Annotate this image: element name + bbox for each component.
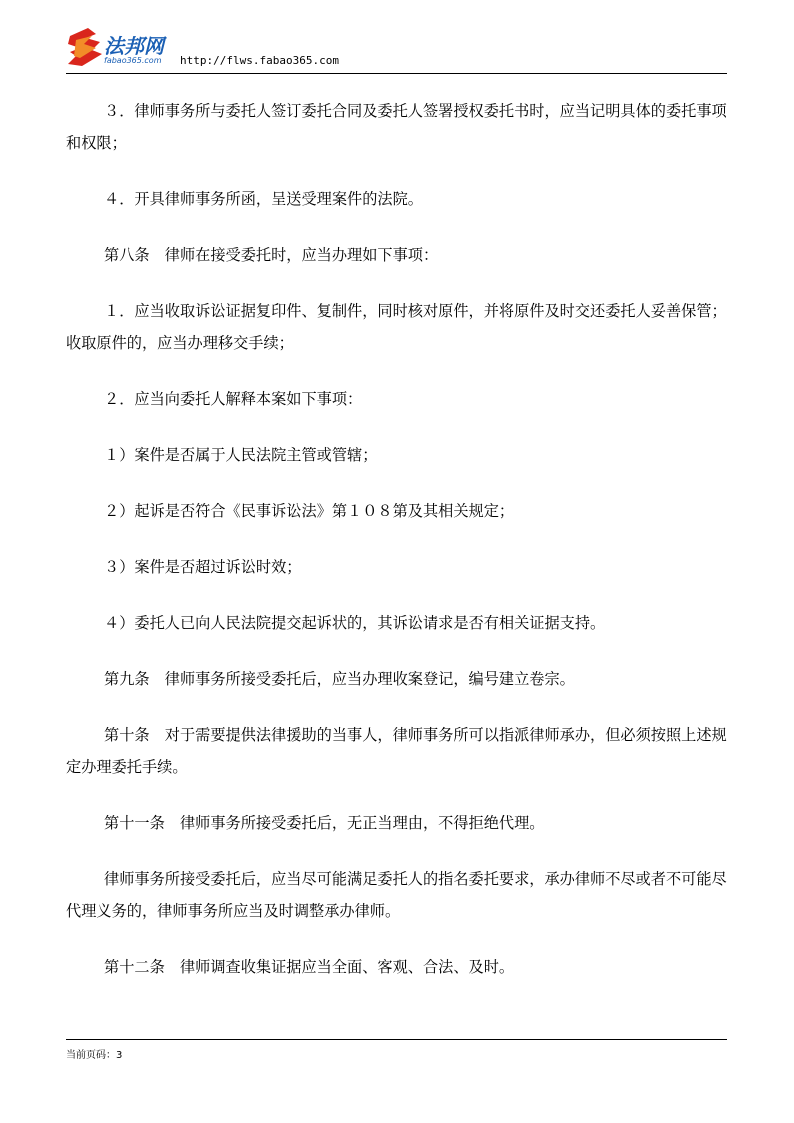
logo-emblem-icon — [66, 26, 106, 70]
paragraph: 第十条 对于需要提供法律援助的当事人，律师事务所可以指派律师承办，但必须按照上述规定办理委托手续。 — [66, 726, 727, 776]
page-header — [66, 24, 727, 74]
paragraph: 第十二条 律师调查收集证据应当全面、客观、合法、及时。 — [104, 958, 515, 976]
footer-divider — [66, 1039, 727, 1040]
paragraph: 律师事务所接受委托后，应当尽可能满足委托人的指名委托要求，承办律师不尽或者不可能尽代理义务的，律师事务所应当及时调整承办律师。 — [66, 870, 727, 920]
paragraph: 第八条 律师在接受委托时，应当办理如下事项： — [104, 246, 439, 264]
site-url[interactable]: http://flws.fabao365.com — [180, 54, 339, 67]
paragraph: 第九条 律师事务所接受委托后，应当办理收案登记，编号建立卷宗。 — [104, 670, 575, 688]
paragraph: 第十一条 律师事务所接受委托后，无正当理由，不得拒绝代理。 — [104, 814, 545, 832]
paragraph: ２）起诉是否符合《民事诉讼法》第１０８第及其相关规定； — [104, 502, 515, 520]
fabao365-logo[interactable] — [66, 26, 170, 70]
paragraph: ２．应当向委托人解释本案如下事项： — [104, 390, 363, 408]
document-body — [66, 95, 727, 1007]
paragraph: ３．律师事务所与委托人签订委托合同及委托人签署授权委托书时，应当记明具体的委托事项和权限； — [66, 102, 727, 152]
paragraph: ４）委托人已向人民法院提交起诉状的，其诉讼请求是否有相关证据支持。 — [104, 614, 606, 632]
paragraph: ４．开具律师事务所函，呈送受理案件的法院。 — [104, 190, 423, 208]
paragraph: １．应当收取诉讼证据复印件、复制件，同时核对原件，并将原件及时交还委托人妥善保管；收取原件的，应当办理移交手续； — [66, 302, 727, 352]
logo-domain: fabao365.com — [104, 56, 162, 65]
paragraph: ３）案件是否超过诉讼时效； — [104, 558, 302, 576]
page-number: 当前页码：3 — [66, 1050, 123, 1061]
paragraph: １）案件是否属于人民法院主管或管辖； — [104, 446, 378, 464]
logo-text: 法邦网 — [104, 34, 164, 58]
header-divider — [66, 73, 727, 74]
